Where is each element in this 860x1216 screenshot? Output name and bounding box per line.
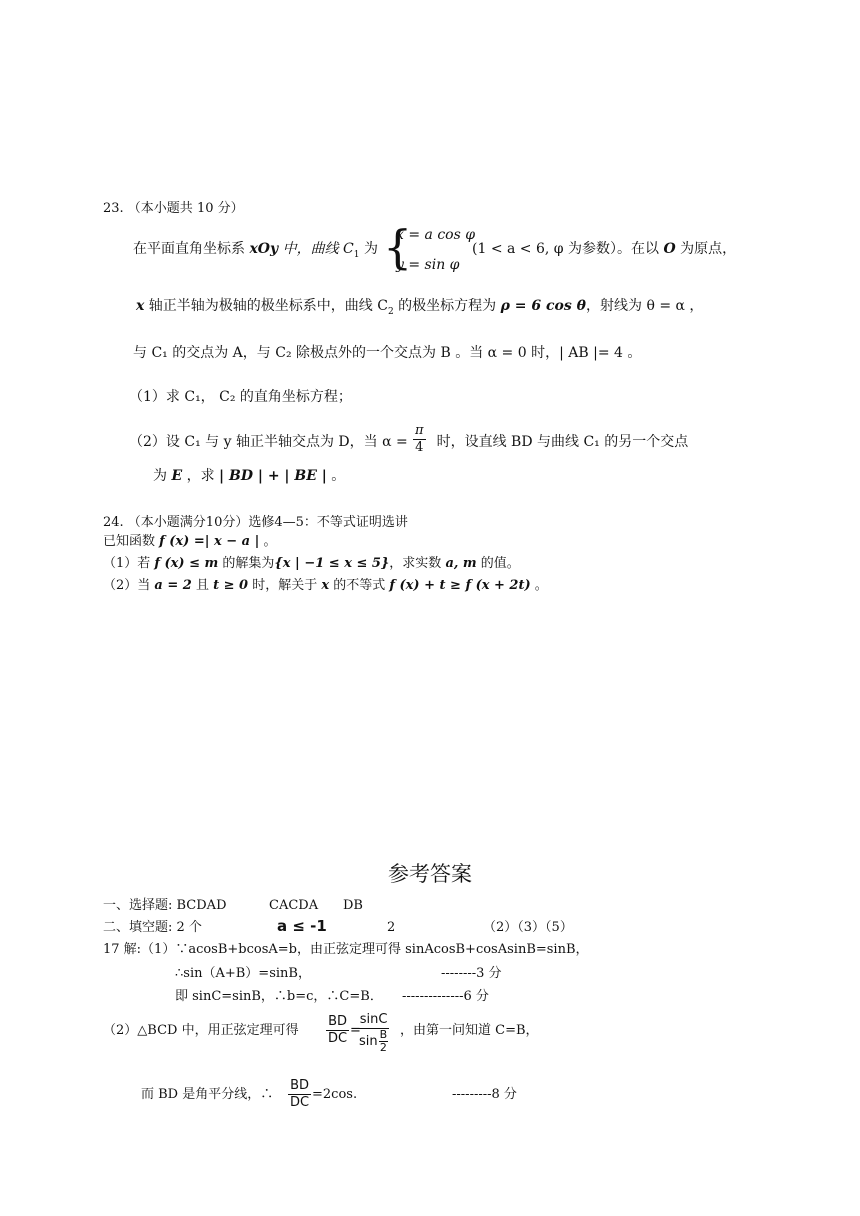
q23-part2-b: 时，设直线 BD 与曲线 C₁ 的另一个交点 <box>432 434 689 450</box>
q24-part2-c1: a = 2 <box>154 578 192 593</box>
q23-part2-line2 <box>153 467 345 485</box>
q24-part2-b: 且 <box>191 578 214 593</box>
fill-4: （2）（3）（5） <box>483 920 573 935</box>
q24-header: 24. （本小题满分10分）选修4—5：不等式证明选讲 <box>103 515 408 530</box>
q23-header: 23. （本小题共 10 分） <box>103 201 244 216</box>
fraction-sinc-sinb2 <box>357 1012 390 1054</box>
q24-part2-x: x <box>321 578 330 593</box>
q23-line2-a: 轴正半轴为极轴的极坐标系中，曲线 C <box>144 298 388 314</box>
q24-part2-c2: t ≥ 0 <box>213 578 249 593</box>
fill-3: 2 <box>387 920 396 935</box>
q24-part1-b: 的解集为 <box>218 556 275 571</box>
frac-dc: DC <box>328 1031 348 1046</box>
q23-line1 <box>133 240 378 264</box>
frac2-bd: BD <box>290 1078 310 1093</box>
q24-part2-c: 时，解关于 <box>248 578 322 593</box>
s17-line4-b: ，由第一问知道 C=B， <box>400 1023 539 1038</box>
q23-part2-c-c: 。 <box>326 468 346 484</box>
frac-sin: sin <box>359 1033 378 1049</box>
frac-sin-b-over-2 <box>357 1029 390 1054</box>
s17-line5-score: ---------8 分 <box>452 1087 517 1102</box>
frac2-dc: DC <box>290 1095 310 1110</box>
s17-line5-b: =2cos. <box>312 1087 358 1102</box>
q24-line1-a: 已知函数 <box>103 534 160 549</box>
q24-part1-expr1: f (x) ≤ m <box>154 556 219 571</box>
q23-part2-E: E <box>171 468 183 484</box>
q23-intro-a: 在平面直角坐标系 <box>133 241 250 257</box>
q24-line1-expr: f (x) =| x − a | <box>159 534 260 549</box>
q23-line2-x: x <box>136 298 145 314</box>
q23-xoy: xOy <box>249 241 279 257</box>
choice-2: CACDA <box>269 898 319 913</box>
s17-line4-a: （2）△BCD 中，用正弦定理可得 <box>103 1023 299 1038</box>
q23-part2-line1 <box>129 433 688 451</box>
q23-part2-c-a: 为 <box>153 468 172 484</box>
s17-line2-score: --------3 分 <box>441 966 502 981</box>
q23-part2-expr: | BD | + | BE | <box>219 468 327 484</box>
q23-line2-b: 的极坐标方程为 <box>393 298 501 314</box>
fill-label: 二、填空题: 2 个 <box>103 920 202 935</box>
q24-part1-set: {x | −1 ≤ x ≤ 5} <box>274 556 390 571</box>
q23-intro-b: 中，曲线 C <box>278 241 354 257</box>
s17-line3-score: --------------6 分 <box>402 989 489 1004</box>
q23-pi: π <box>415 423 424 438</box>
q24-part1-a: （1）若 <box>103 556 155 571</box>
frac-b: B <box>379 1028 388 1041</box>
fraction-bd-dc <box>326 1014 349 1047</box>
q24-part1 <box>103 555 520 573</box>
q23-pi-over-4 <box>413 423 426 456</box>
frac-sinc: sinC <box>359 1012 388 1027</box>
s17-line2: ∴sin（A+B）=sinB， <box>175 966 311 981</box>
q23-part2-a: （2）设 C₁ 与 y 轴正半轴交点为 D，当 α = <box>129 434 413 450</box>
q24-part2-ineq: f (x) + t ≥ f (x + 2t) <box>389 578 531 593</box>
q23-sub1: 1 <box>353 249 360 260</box>
q23-intro-c: 为 <box>359 241 378 257</box>
q24-part1-vars: a, m <box>445 556 477 571</box>
q24-part2 <box>103 577 548 595</box>
s17-line5-a: 而 BD 是角平分线，∴ <box>141 1087 274 1102</box>
q23-eq-x: x = a cos φ <box>396 227 476 243</box>
q23-line2 <box>136 297 703 321</box>
frac-two: 2 <box>379 1041 387 1054</box>
fraction-bd-dc-2 <box>288 1078 311 1111</box>
q24-line1-b: 。 <box>259 534 277 549</box>
q24-part2-d: 的不等式 <box>329 578 390 593</box>
fill-2: a ≤ -1 <box>277 917 327 935</box>
q24-part2-a: （2）当 <box>103 578 155 593</box>
q23-brace: { <box>383 220 413 274</box>
q23-cond-line <box>472 240 736 258</box>
q24-line1 <box>103 533 277 551</box>
equals-sign: = <box>350 1023 361 1038</box>
q23-four: 4 <box>415 440 424 455</box>
q23-cond: (1 < a < 6, φ 为参数）。在以 <box>472 241 664 257</box>
q23-origin: O <box>663 241 676 257</box>
q24-part2-e: 。 <box>530 578 548 593</box>
q23-part1: （1）求 C₁， C₂ 的直角坐标方程； <box>129 389 352 405</box>
q23-line3: 与 C₁ 的交点为 A，与 C₂ 除极点外的一个交点为 B 。当 α = 0 时，| AB |= 4 。 <box>133 345 642 361</box>
q23-polar-eq: ρ = 6 cos θ <box>500 298 586 314</box>
q24-part1-d: 的值。 <box>476 556 520 571</box>
frac-bd: BD <box>328 1014 348 1029</box>
q23-line2-c: ，射线为 θ = α ， <box>586 298 704 314</box>
choice-label: 一、选择题: BCDAD <box>103 898 227 913</box>
q23-sub2: 2 <box>387 306 394 317</box>
q23-origin-tail: 为原点， <box>675 241 737 257</box>
choice-3: DB <box>343 898 363 913</box>
q24-part1-c: ，求实数 <box>389 556 446 571</box>
q23-part2-c-b: ，求 <box>182 468 220 484</box>
s17-line1: 17 解:（1）∵acosB+bcosA=b，由正弦定理可得 sinAcosB+cosAsinB=sinB， <box>103 942 589 957</box>
s17-line3: 即 sinC=sinB，∴b=c，∴C=B． <box>175 989 383 1004</box>
answers-title: 参考答案 <box>388 862 472 886</box>
q23-eq-y: y = sin φ <box>396 257 460 273</box>
